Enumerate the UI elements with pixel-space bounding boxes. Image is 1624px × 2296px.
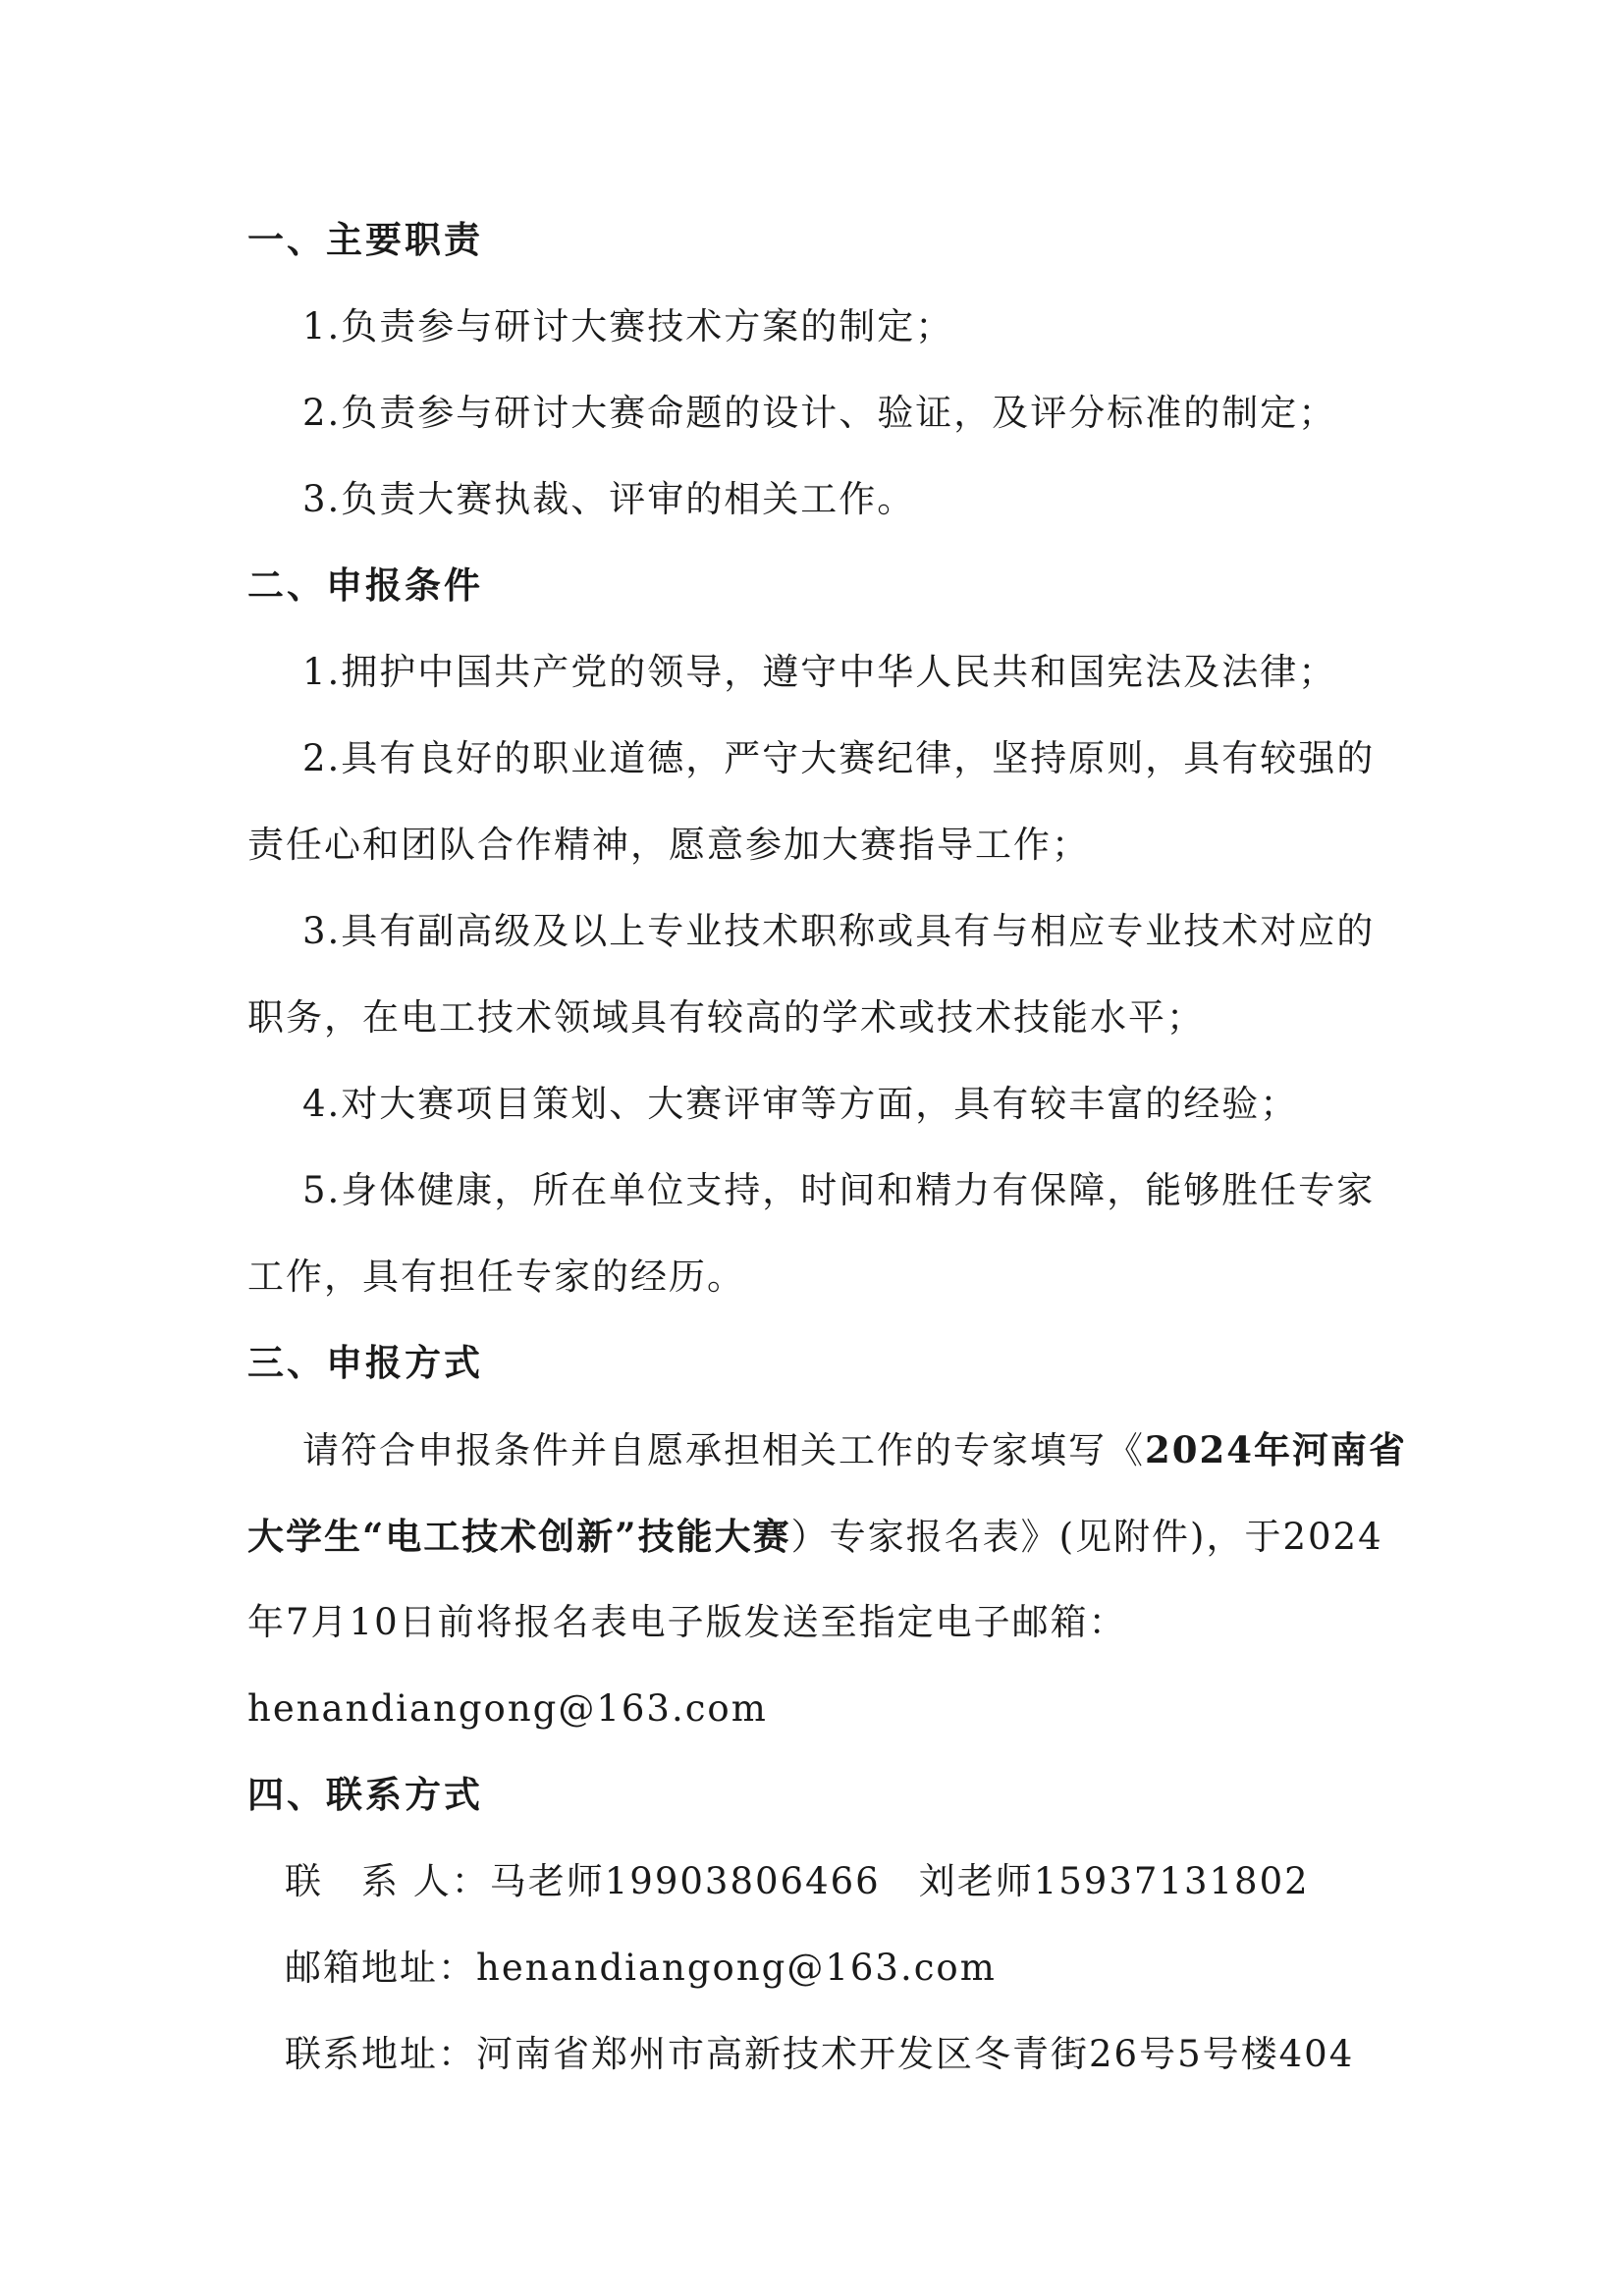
section-2-item-2-line-1: 2.具有良好的职业道德，严守大赛纪律，坚持原则，具有较强的	[302, 737, 1376, 779]
section-2-item-2-line-2: 责任心和团队合作精神，愿意参加大赛指导工作；	[247, 824, 1090, 866]
section-3-email: henandiangong@163.com	[247, 1687, 768, 1730]
section-1-heading: 一、主要职责	[247, 219, 483, 261]
section-2-item-5-line-1: 5.身体健康，所在单位支持，时间和精力有保障，能够胜任专家	[302, 1169, 1376, 1211]
contact-address-value: 河南省郑州市高新技术开发区冬青街26号5号楼404	[476, 2033, 1355, 2075]
contact-person-label: 联 系 人：	[285, 1860, 490, 1902]
section-4-heading: 四、联系方式	[247, 1774, 483, 1816]
contact-address-label: 联系地址：	[285, 2033, 476, 2075]
section-1-item-3: 3.负责大赛执裁、评审的相关工作。	[302, 478, 916, 520]
section-3-form-title-part-1: 2024年河南省	[1145, 1428, 1407, 1471]
section-2-item-5-line-2: 工作，具有担任专家的经历。	[247, 1255, 745, 1298]
section-3-paragraph-line-1	[302, 1422, 1451, 1478]
section-2-item-1: 1.拥护中国共产党的领导，遵守中华人民共和国宪法及法律；	[302, 651, 1337, 693]
section-3-paragraph-line-3: 年7月10日前将报名表电子版发送至指定电子邮箱：	[247, 1601, 1127, 1643]
contact-email-label: 邮箱地址：	[285, 1947, 476, 1989]
section-3-paragraph-line-1-text: 请符合申报条件并自愿承担相关工作的专家填写《	[302, 1429, 1145, 1471]
section-3-heading: 三、申报方式	[247, 1342, 483, 1384]
contact-email-row	[285, 1941, 1434, 1996]
section-1-item-1: 1.负责参与研讨大赛技术方案的制定；	[302, 305, 954, 347]
section-2-item-3-line-2: 职务，在电工技术领域具有较高的学术或技术技能水平；	[247, 996, 1205, 1039]
section-2-heading: 二、申报条件	[247, 564, 483, 607]
section-3-form-title-part-2: 大学生“电工技术创新”技能大赛	[247, 1515, 791, 1558]
section-3-paragraph-line-2-text: ）专家报名表》(见附件)，于2024	[790, 1516, 1383, 1558]
contact-person-row	[285, 1854, 1434, 1909]
contact-email-value: henandiangong@163.com	[476, 1947, 997, 1989]
section-3-paragraph-line-2	[247, 1509, 1396, 1565]
section-2-item-3-line-1: 3.具有副高级及以上专业技术职称或具有与相应专业技术对应的	[302, 910, 1376, 952]
contact-address-row	[285, 2027, 1434, 2082]
section-1-item-2: 2.负责参与研讨大赛命题的设计、验证，及评分标准的制定；	[302, 392, 1337, 434]
section-2-item-4: 4.对大赛项目策划、大赛评审等方面，具有较丰富的经验；	[302, 1083, 1299, 1125]
contact-person-value: 马老师19903806466 刘老师15937131802	[489, 1860, 1310, 1902]
